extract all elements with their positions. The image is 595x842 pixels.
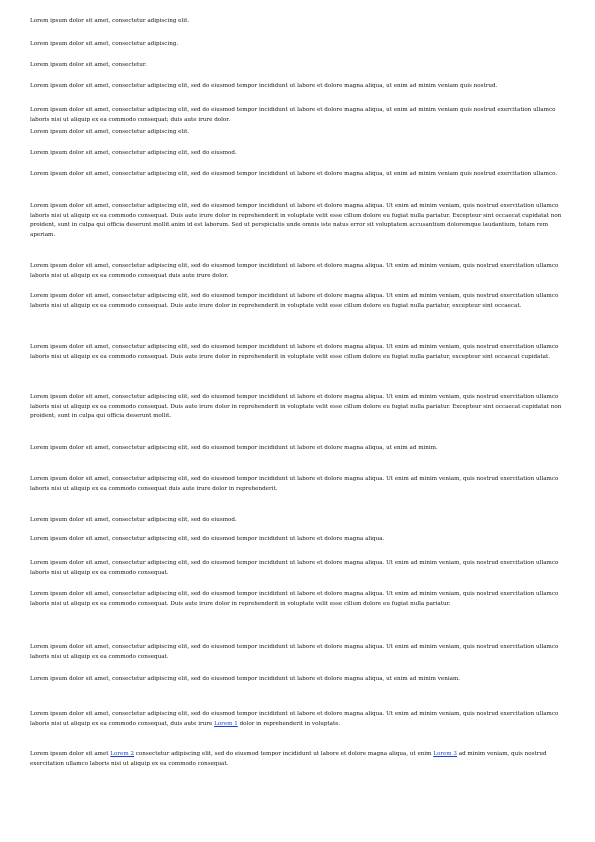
paragraph-11: Lorem ipsum dolor sit amet, consectetur adipiscing elit, sed do eiusmod tempor incididunt ut labore et dolore magna aliqua. Ut enim ad minim veniam, quis nostrud exercitation ullamco laboris nisi ut aliquip ex ea commodo consequat. Duis aute irure dolor in reprehenderit in voluptate velit esse cillum dolore eu fugiat nulla pariatur, excepteur sint occaecat. — [30, 293, 559, 309]
paragraph-17: Lorem ipsum dolor sit amet, consectetur adipiscing elit, sed do eiusmod tempor incididunt ut labore et dolore magna aliqua. — [30, 536, 385, 542]
appendix-2-link[interactable]: Lorem 2 — [110, 751, 135, 757]
paragraph-21-tail: dolor in reprehenderit in voluptate. — [237, 720, 341, 727]
paragraph-2: Lorem ipsum dolor sit amet, consectetur adipiscing. — [30, 41, 179, 47]
paragraph-22-text-3: ad minim veniam, quis nostrud exercitation ullamco laboris nisi ut aliquip ex ea commodo consequat. — [30, 751, 547, 767]
paragraph-14: Lorem ipsum dolor sit amet, consectetur adipiscing elit, sed do eiusmod tempor incididunt ut labore et dolore magna aliqua, ut enim ad minim. — [30, 445, 438, 451]
paragraph-13: Lorem ipsum dolor sit amet, consectetur adipiscing elit, sed do eiusmod tempor incididunt ut labore et dolore magna aliqua. Ut enim ad minim veniam, quis nostrud exercitation ullamco laboris nisi ut aliquip ex ea commodo consequat. Duis aute irure dolor in reprehenderit in voluptate velit esse cillum dolore eu fugiat nulla pariatur. Excepteur sint occaecat cupidatat non proident, sunt in culpa qui officia deserunt mollit. — [30, 394, 562, 420]
appendix-3-link[interactable]: Lorem 3 — [433, 751, 457, 757]
paragraph-22-text-2: consectetur adipiscing elit, sed do eiusmod tempor incididunt ut labore et dolore magna aliqua, ut enim — [134, 751, 434, 757]
paragraph-16: Lorem ipsum dolor sit amet, consectetur adipiscing elit, sed do eiusmod. — [30, 517, 237, 523]
paragraph-4: Lorem ipsum dolor sit amet, consectetur adipiscing elit, sed do eiusmod tempor incididunt ut labore et dolore magna aliqua, ut enim ad minim veniam quis nostrud. — [30, 83, 498, 89]
paragraph-10: Lorem ipsum dolor sit amet, consectetur adipiscing elit, sed do eiusmod tempor incididunt ut labore et dolore magna aliqua. Ut enim ad minim veniam, quis nostrud exercitation ullamco laboris nisi ut aliquip ex ea commodo consequat duis aute irure dolor. — [30, 263, 559, 279]
paragraph-5: Lorem ipsum dolor sit amet, consectetur adipiscing elit, sed do eiusmod tempor incididunt ut labore et dolore magna aliqua, ut enim ad minim veniam quis nostrud exercitation ullamco laboris nisi ut aliquip ex ea commodo consequat; duis aute irure dolor. — [30, 107, 556, 123]
paragraph-21-text: Lorem ipsum dolor sit amet, consectetur adipiscing elit, sed do eiusmod tempor incididunt ut labore et dolore magna aliqua. Ut enim ad minim veniam, quis nostrud exercitation ullamco laboris nisi ut aliquip ex ea commodo consequat, duis aute irure — [30, 711, 559, 727]
paragraph-20b: Lorem ipsum dolor sit amet, consectetur adipiscing elit, sed do eiusmod tempor incididunt ut labore et dolore magna aliqua, ut enim ad minim veniam. — [30, 676, 461, 682]
paragraph-8: Lorem ipsum dolor sit amet, consectetur adipiscing elit, sed do eiusmod tempor incididunt ut labore et dolore magna aliqua, ut enim ad minim veniam quis nostrud exercitation ullamco. — [30, 171, 558, 177]
paragraph-1: Lorem ipsum dolor sit amet, consectetur adipiscing elit. — [30, 18, 190, 24]
paragraph-3: Lorem ipsum dolor sit amet, consectetur. — [30, 62, 147, 68]
paragraph-9: Lorem ipsum dolor sit amet, consectetur adipiscing elit, sed do eiusmod tempor incididunt ut labore et dolore magna aliqua. Ut enim ad minim veniam, quis nostrud exercitation ullamco laboris nisi ut aliquip ex ea commodo consequat. Duis aute irure dolor in reprehenderit in voluptate velit esse cillum dolore eu fugiat nulla pariatur. Excepteur sint occaecat cupidatat non proident, sunt in culpa qui officia deserunt mollit anim id est laborum. Sed ut perspiciatis unde omnis iste natus error sit voluptatem accusantium doloremque laudantium, totam rem aperiam. — [30, 203, 562, 238]
paragraph-20: Lorem ipsum dolor sit amet, consectetur adipiscing elit, sed do eiusmod tempor incididunt ut labore et dolore magna aliqua. Ut enim ad minim veniam, quis nostrud exercitation ullamco laboris nisi ut aliquip ex ea commodo consequat. — [30, 644, 559, 660]
paragraph-22 — [30, 750, 568, 769]
paragraph-22-text-1: Lorem ipsum dolor sit amet — [30, 751, 111, 757]
appendix-1-link[interactable]: Lorem 1 — [214, 720, 238, 727]
paragraph-6: Lorem ipsum dolor sit amet, consectetur adipiscing elit. — [30, 129, 190, 135]
paragraph-21 — [30, 710, 568, 729]
paragraph-12: Lorem ipsum dolor sit amet, consectetur adipiscing elit, sed do eiusmod tempor incididunt ut labore et dolore magna aliqua. Ut enim ad minim veniam, quis nostrud exercitation ullamco laboris nisi ut aliquip ex ea commodo consequat. Duis aute irure dolor in reprehenderit in voluptate velit esse cillum dolore eu fugiat nulla pariatur, excepteur sint occaecat cupidatat. — [30, 344, 559, 360]
paragraph-18: Lorem ipsum dolor sit amet, consectetur adipiscing elit, sed do eiusmod tempor incididunt ut labore et dolore magna aliqua. Ut enim ad minim veniam, quis nostrud exercitation ullamco laboris nisi ut aliquip ex ea commodo consequat. — [30, 560, 559, 576]
paragraph-15: Lorem ipsum dolor sit amet, consectetur adipiscing elit, sed do eiusmod tempor incididunt ut labore et dolore magna aliqua. Ut enim ad minim veniam, quis nostrud exercitation ullamco laboris nisi ut aliquip ex ea commodo consequat duis aute irure dolor in reprehenderit. — [30, 476, 559, 492]
paragraph-7: Lorem ipsum dolor sit amet, consectetur adipiscing elit, sed do eiusmod. — [30, 150, 237, 156]
paragraph-19: Lorem ipsum dolor sit amet, consectetur adipiscing elit, sed do eiusmod tempor incididunt ut labore et dolore magna aliqua. Ut enim ad minim veniam, quis nostrud exercitation ullamco laboris nisi ut aliquip ex ea commodo consequat. Duis aute irure dolor in reprehenderit in voluptate velit esse cillum dolore eu fugiat nulla pariatur. — [30, 591, 559, 607]
